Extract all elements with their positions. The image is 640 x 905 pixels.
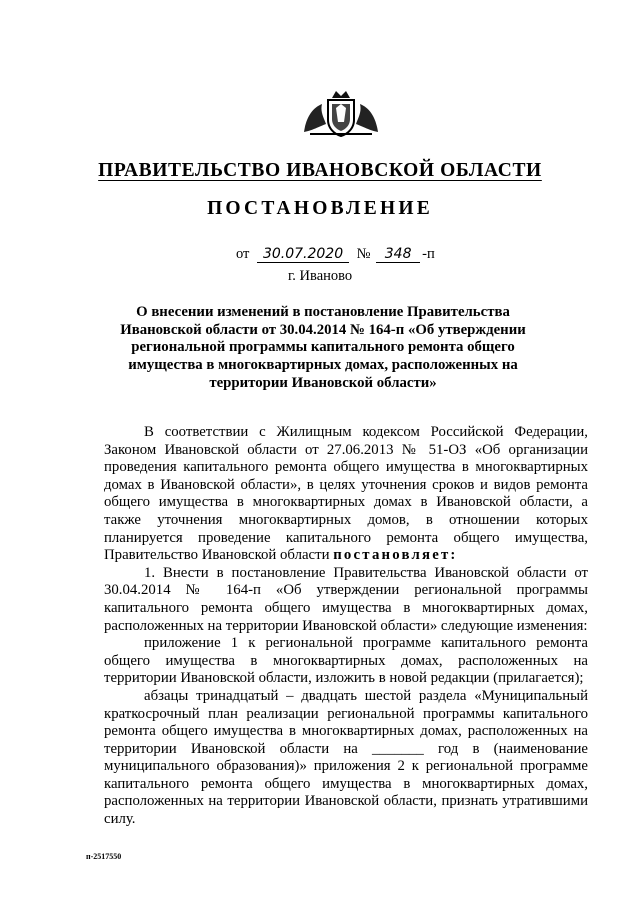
- decree-subject: О внесении изменений в постановление Правительства Ивановской области от 30.04.2014 № 164-п «Об утверждении региональной программы капитального ремонта общего имущества в многоквартирных домах, расположенных на территории Ивановской области»: [120, 304, 526, 391]
- handwritten-date: 30.07.2020: [257, 246, 349, 263]
- date-number-line: [236, 246, 435, 263]
- document-type: ПОСТАНОВЛЕНИЕ: [207, 198, 433, 219]
- preamble-text: В соответствии с Жилищным кодексом Российской Федерации, Законом Ивановской области от 27.06.2013 № 51-ОЗ «Об организации проведения капитального ремонта общего имущества в многоквартирных домах в Ивановской области», в целях уточнения сроков и видов ремонта общего имущества в многоквартирных домах в Ивановской области, а также уточнения многоквартирных домов, в отношении которых планируется проведение капитального ремонта общего имущества, Правительство Ивановской области: [104, 424, 588, 564]
- handwritten-number: 348: [376, 246, 420, 263]
- date-prefix: от: [236, 246, 250, 262]
- document-code: п-2517550: [86, 852, 122, 861]
- coat-of-arms-icon: [296, 88, 386, 138]
- number-sign: №: [356, 246, 371, 262]
- government-title: ПРАВИТЕЛЬСТВО ИВАНОВСКОЙ ОБЛАСТИ: [98, 160, 542, 181]
- subitem-2-paragraph: абзацы тринадцатый – двадцать шестой раздела «Муниципальный краткосрочный план реализации региональной программы капитального ремонта общего имущества в многоквартирных домах, расположенных на территории Ивановской области на _______ год в (наименование муниципального образования)» приложения 2 к региональной программе капитального ремонта общего имущества в многоквартирных домах, расположенных на территории Ивановской области, признать утратившими силу.: [104, 687, 588, 828]
- decree-word: постановляет:: [333, 547, 458, 564]
- number-suffix: -п: [422, 246, 435, 262]
- decree-body: [104, 424, 588, 829]
- preamble-paragraph: [104, 424, 588, 565]
- item-1-paragraph: 1. Внести в постановление Правительства Ивановской области от 30.04.2014 № 164-п «Об утверждении региональной программы капитального ремонта общего имущества в многоквартирных домах, расположенных на территории Ивановской области» следующие изменения:: [104, 564, 588, 634]
- city: г. Иваново: [288, 268, 353, 284]
- subitem-1-paragraph: приложение 1 к региональной программе капитального ремонта общего имущества в многоквартирных домах, расположенных на территории Ивановской области, изложить в новой редакции (прилагается);: [104, 635, 588, 687]
